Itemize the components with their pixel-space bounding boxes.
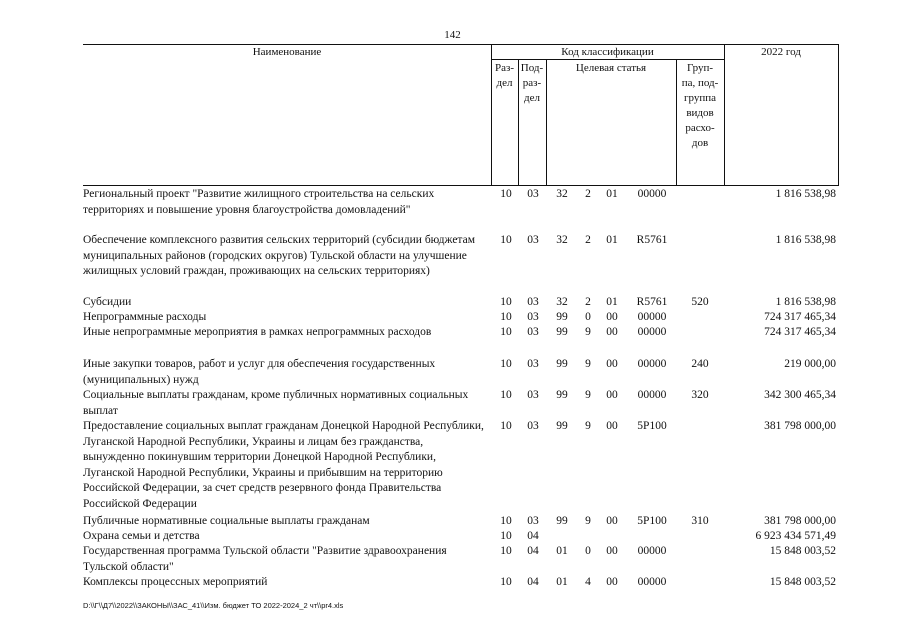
row-target-2: 2 <box>585 234 591 246</box>
row-target-2: 4 <box>585 576 591 588</box>
row-razdel: 10 <box>500 545 512 557</box>
row-target-2: 9 <box>585 389 591 401</box>
row-target-3: 01 <box>606 296 618 308</box>
row-name: Обеспечение комплексного развития сельских территорий (субсидии бюджетам муниципальных районов (городских округов) Тульской области на улучшение жилищных условий граждан, проживающих на сельских территориях) <box>83 234 475 277</box>
row-podrazdel: 04 <box>527 545 539 557</box>
row-target-3: 01 <box>606 188 618 200</box>
row-target-3: 00 <box>606 311 618 323</box>
header-code-group: Код классификации <box>561 46 654 58</box>
header-year: 2022 год <box>761 46 801 58</box>
row-target-2: 9 <box>585 326 591 338</box>
row-name: Охрана семьи и детства <box>83 530 200 542</box>
row-target-3: 00 <box>606 545 618 557</box>
row-name: Комплексы процессных мероприятий <box>83 576 268 588</box>
row-target-1: 99 <box>556 515 568 527</box>
row-target-2: 2 <box>585 296 591 308</box>
row-target-4: R5761 <box>636 234 668 246</box>
header-podrazdel-2: раз- <box>522 77 542 89</box>
row-razdel: 10 <box>500 389 512 401</box>
row-podrazdel: 03 <box>527 420 539 432</box>
row-razdel: 10 <box>500 515 512 527</box>
header-podrazdel-1: Под- <box>520 62 544 74</box>
header-group-1: Груп- <box>686 62 714 74</box>
row-target-3: 00 <box>606 515 618 527</box>
row-podrazdel: 04 <box>527 576 539 588</box>
row-name: Государственная программа Тульской области "Развитие здравоохранения Тульской области" <box>83 545 447 573</box>
row-target-1: 99 <box>556 420 568 432</box>
row-amount: 6 923 434 571,49 <box>755 530 836 542</box>
row-podrazdel: 03 <box>527 326 539 338</box>
row-name: Иные закупки товаров, работ и услуг для обеспечения государственных (муниципальных) нужд <box>83 358 436 386</box>
row-target-3: 00 <box>606 420 618 432</box>
row-amount: 1 816 538,98 <box>775 296 836 308</box>
row-name: Иные непрограммные мероприятия в рамках непрограммных расходов <box>83 326 432 338</box>
row-target-1: 01 <box>556 545 568 557</box>
row-razdel: 10 <box>500 188 512 200</box>
row-razdel: 10 <box>500 530 512 542</box>
row-podrazdel: 03 <box>527 515 539 527</box>
row-amount: 219 000,00 <box>784 358 836 370</box>
row-target-2: 2 <box>585 188 591 200</box>
file-path-footer: D:\\Г\\Д7\\2022\\ЗАКОНЫ\\ЗАС_41\\Изм. бюджет ТО 2022-2024_2 чт\\pr4.xls <box>83 601 344 610</box>
row-target-4: 5P100 <box>637 515 667 527</box>
header-target: Целевая статья <box>575 62 647 74</box>
header-razdel-2: дел <box>496 77 513 89</box>
row-target-1: 32 <box>556 296 568 308</box>
row-target-2: 9 <box>585 515 591 527</box>
row-target-4: 00000 <box>637 576 667 588</box>
page-number: 142 <box>444 29 461 41</box>
row-target-3: 01 <box>606 234 618 246</box>
row-name: Субсидии <box>83 296 132 308</box>
header-group-4: видов <box>686 107 714 119</box>
row-target-3: 00 <box>606 576 618 588</box>
header-group-3: группа <box>683 92 717 104</box>
row-podrazdel: 03 <box>527 311 539 323</box>
row-podrazdel: 04 <box>527 530 539 542</box>
row-target-4: 5P100 <box>637 420 667 432</box>
row-target-3: 00 <box>606 389 618 401</box>
row-target-3: 00 <box>606 358 618 370</box>
header-group-2: па, под- <box>681 77 719 89</box>
row-target-2: 9 <box>585 420 591 432</box>
row-target-1: 01 <box>556 576 568 588</box>
row-amount: 381 798 000,00 <box>764 420 836 432</box>
row-amount: 342 300 465,34 <box>764 389 836 401</box>
row-target-1: 32 <box>556 188 568 200</box>
row-amount: 724 317 465,34 <box>764 311 836 323</box>
row-target-1: 99 <box>556 326 568 338</box>
row-group: 520 <box>691 296 709 308</box>
row-target-1: 99 <box>556 389 568 401</box>
row-amount: 381 798 000,00 <box>764 515 836 527</box>
row-target-4: 00000 <box>637 188 667 200</box>
row-name: Региональный проект "Развитие жилищного строительства на сельских территориях и повышение уровня благоустройства домовладений" <box>83 188 435 216</box>
row-target-2: 9 <box>585 358 591 370</box>
row-target-1: 99 <box>556 311 568 323</box>
header-name: Наименование <box>252 46 322 58</box>
row-target-1: 99 <box>556 358 568 370</box>
row-razdel: 10 <box>500 326 512 338</box>
row-razdel: 10 <box>500 420 512 432</box>
row-name: Предоставление социальных выплат гражданам Донецкой Народной Республики, Луганской Народной Республики, Украины и лицам без гражданства, вынужденно покинувшим территории Донецкой Народной Республики, Луганской Народной Республики, Украины и прибывшим на территорию Российской Федерации, за счет средств резервного фонда Правительства Российской Федерации <box>83 420 484 510</box>
row-target-2: 0 <box>585 311 591 323</box>
row-name: Публичные нормативные социальные выплаты гражданам <box>83 515 370 527</box>
row-amount: 15 848 003,52 <box>769 576 836 588</box>
row-podrazdel: 03 <box>527 188 539 200</box>
row-group: 240 <box>691 358 709 370</box>
row-podrazdel: 03 <box>527 389 539 401</box>
row-razdel: 10 <box>500 311 512 323</box>
row-group: 320 <box>691 389 709 401</box>
row-amount: 724 317 465,34 <box>764 326 836 338</box>
header-podrazdel-3: дел <box>524 92 540 104</box>
row-podrazdel: 03 <box>527 296 539 308</box>
row-target-4: 00000 <box>637 389 667 401</box>
row-target-3: 00 <box>606 326 618 338</box>
row-razdel: 10 <box>500 296 512 308</box>
row-amount: 15 848 003,52 <box>769 545 836 557</box>
row-target-1: 32 <box>556 234 568 246</box>
row-razdel: 10 <box>500 358 512 370</box>
row-target-4: R5761 <box>636 296 668 308</box>
row-podrazdel: 03 <box>527 234 539 246</box>
row-amount: 1 816 538,98 <box>775 188 836 200</box>
row-name: Непрограммные расходы <box>83 311 207 323</box>
row-target-4: 00000 <box>637 326 667 338</box>
row-target-4: 00000 <box>637 545 667 557</box>
row-name: Социальные выплаты гражданам, кроме публичных нормативных социальных выплат <box>83 389 469 417</box>
row-group: 310 <box>691 515 709 527</box>
row-target-4: 00000 <box>637 311 667 323</box>
row-razdel: 10 <box>500 576 512 588</box>
row-razdel: 10 <box>500 234 512 246</box>
row-podrazdel: 03 <box>527 358 539 370</box>
row-target-2: 0 <box>585 545 591 557</box>
header-group-6: дов <box>691 137 709 149</box>
header-razdel-1: Раз- <box>494 62 514 74</box>
row-amount: 1 816 538,98 <box>775 234 836 246</box>
row-target-4: 00000 <box>637 358 667 370</box>
header-group-5: расхо- <box>685 122 715 134</box>
